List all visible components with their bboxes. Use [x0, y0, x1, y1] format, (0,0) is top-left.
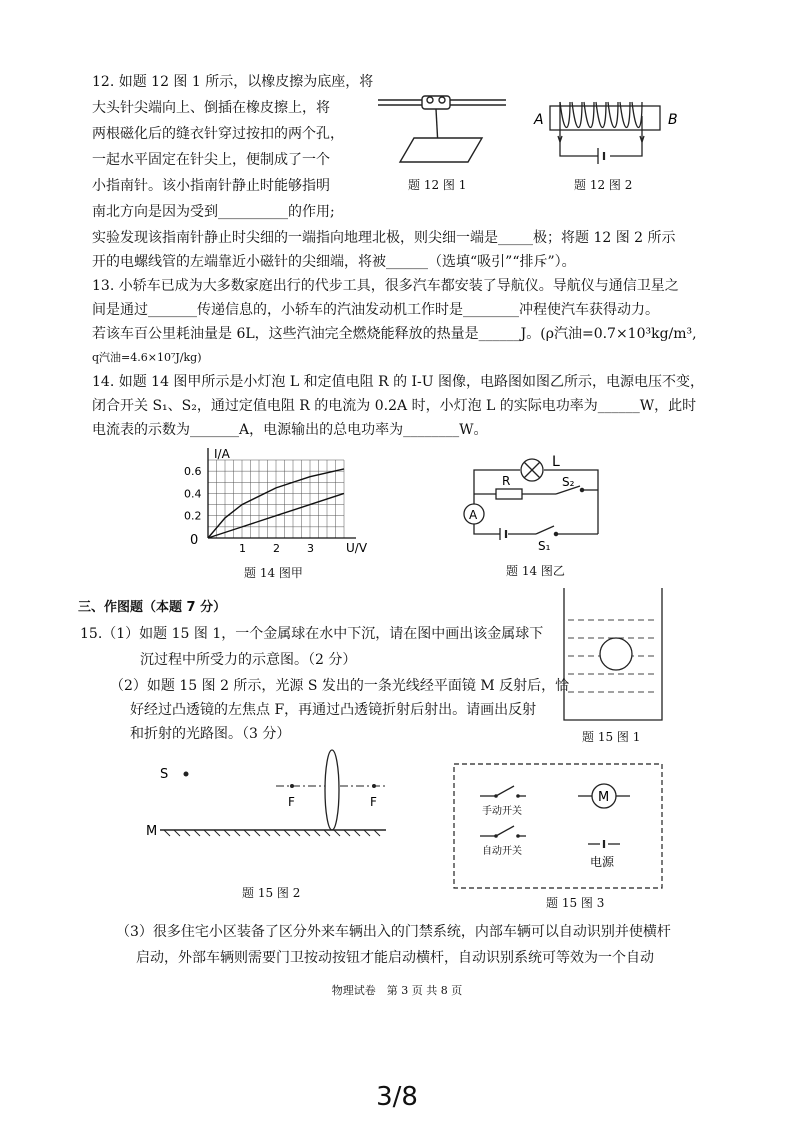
- dashed-frame: [454, 764, 662, 888]
- q14-caption-jia: 题 14 图甲: [244, 566, 303, 580]
- q15-figure-1: [560, 588, 666, 724]
- chart-xlabel: U/V: [346, 541, 368, 555]
- q14-line-1: 14. 如题 14 图甲所示是小灯泡 L 和定值电阻 R 的 I-U 图像，电路图如图乙所示，电源电压不变，: [92, 374, 705, 390]
- q12-line-1: 12. 如题 12 图 1 所示，以橡皮擦为底座，将: [92, 74, 374, 90]
- label-focus-right: F: [370, 795, 377, 809]
- q12-figure-1: [372, 88, 512, 168]
- section-3-title: 三、作图题（本题 7 分）: [78, 600, 227, 615]
- label-focus-left: F: [288, 795, 295, 809]
- q15-fig3-caption: 题 15 图 3: [546, 896, 605, 910]
- metal-ball: [600, 638, 632, 670]
- q12-figure-2: [530, 96, 690, 176]
- q15-p1-line-1: 15.（1）如题 15 图 1，一个金属球在水中下沉，请在图中画出该金属球下: [80, 626, 544, 642]
- q12-line-8: 开的电螺线管的左端靠近小磁针的尖细端，将被______（选填“吸引”“排斥”）。: [92, 254, 576, 270]
- q14-line-3: 电流表的示数为_______A，电源输出的总电功率为________W。: [92, 422, 488, 438]
- label-s2: S₂: [562, 475, 575, 489]
- q15-p1-line-2: 沉过程中所受力的示意图。（2 分）: [140, 652, 357, 668]
- y-tick-label: 0.4: [184, 487, 202, 501]
- q13-line-3: 若该车百公里耗油量是 6L，这些汽油完全燃烧能释放的热量是______J。(ρ汽油=0.7×10³kg/m³,: [92, 326, 697, 342]
- y-tick-label: 0.6: [184, 465, 202, 479]
- light-source-dot: [184, 772, 189, 777]
- q12-line-5: 小指南针。该小指南针静止时能够指明: [92, 178, 330, 194]
- q15-figure-2: [146, 748, 396, 848]
- q15-fig1-caption: 题 15 图 1: [582, 730, 641, 744]
- q15-figure-3: [452, 762, 666, 892]
- x-tick-label: 3: [307, 542, 314, 555]
- label-b: B: [668, 112, 678, 128]
- chart-axes: [208, 448, 356, 538]
- q15-p3-line-2: 启动，外部车辆则需要门卫按动按钮才能启动横杆，自动识别系统可等效为一个自动: [136, 950, 654, 966]
- q15-p3-line-1: （3）很多住宅小区装备了区分外来车辆出入的门禁系统，内部车辆可以自动识别并使横杆: [116, 924, 671, 940]
- q12-line-3: 两根磁化后的缝衣针穿过按扣的两个孔，: [92, 126, 344, 142]
- needles: [378, 96, 506, 109]
- q14-caption-yi: 题 14 图乙: [506, 564, 565, 578]
- label-source: S: [160, 767, 169, 782]
- page-number: 3/8: [376, 1082, 418, 1112]
- q13-line-1: 13. 小轿车已成为大多数家庭出行的代步工具，很多汽车都安装了导航仪。导航仪与通信卫星之: [92, 278, 679, 294]
- eraser: [400, 138, 482, 162]
- label-power: 电源: [590, 855, 615, 869]
- resistor-symbol: [496, 489, 522, 499]
- label-auto-switch: 自动开关: [482, 846, 522, 857]
- iu-chart: [180, 448, 380, 558]
- q13-line-4: q汽油=4.6×10⁷J/kg): [92, 351, 202, 364]
- svg-text:A: A: [469, 508, 478, 522]
- q12-fig2-caption: 题 12 图 2: [574, 178, 633, 192]
- lamp-symbol: [521, 459, 543, 481]
- q15-p2-line-3: 和折射的光路图。（3 分）: [130, 726, 291, 742]
- q13-line-2: 间是通过_______传递信息的，小轿车的汽油发动机工作时是________冲程使汽车获得动力。: [92, 302, 659, 318]
- q14-circuit: [452, 450, 612, 553]
- ammeter-symbol: [464, 504, 484, 524]
- q12-line-7: 实验发现该指南针静止时尖细的一端指向地理北极，则尖细一端是_____极；将题 12 图 2 所示: [92, 230, 676, 246]
- x-tick-label: 1: [239, 542, 246, 555]
- q15-p2-line-1: （2）如题 15 图 2 所示，光源 S 发出的一条光线经平面镜 M 反射后，恰: [110, 678, 570, 694]
- q12-line-2: 大头针尖端向上、倒插在橡皮擦上，将: [92, 100, 330, 116]
- convex-lens: [325, 750, 339, 830]
- label-manual-switch: 手动开关: [482, 806, 522, 817]
- q15-fig2-caption: 题 15 图 2: [242, 886, 301, 900]
- label-resistor: R: [502, 474, 511, 488]
- q12-line-6: 南北方向是因为受到__________的作用;: [92, 204, 335, 220]
- y-tick-label: 0.2: [184, 509, 202, 523]
- page-footer: 物理试卷 第 3 页 共 8 页: [331, 984, 463, 997]
- label-mirror: M: [146, 824, 158, 839]
- q12-fig1-caption: 题 12 图 1: [408, 178, 467, 192]
- q12-line-4: 一起水平固定在针尖上，便制成了一个: [92, 152, 330, 168]
- chart-ylabel: I/A: [214, 447, 230, 461]
- q15-p2-line-2: 好经过凸透镜的左焦点 F，再通过凸透镜折射后射出。请画出反射: [130, 702, 537, 718]
- chart-grid: [208, 460, 344, 538]
- label-s1: S₁: [538, 539, 551, 553]
- svg-text:M: M: [598, 790, 610, 805]
- x-tick-label: 2: [273, 542, 280, 555]
- label-a: A: [534, 112, 544, 128]
- label-lamp: L: [552, 454, 560, 470]
- q14-line-2: 闭合开关 S₁、S₂，通过定值电阻 R 的电流为 0.2A 时，小灯泡 L 的实际电功率为______W，此时: [92, 398, 697, 414]
- chart-origin-label: 0: [190, 533, 199, 548]
- motor-symbol: [592, 784, 616, 808]
